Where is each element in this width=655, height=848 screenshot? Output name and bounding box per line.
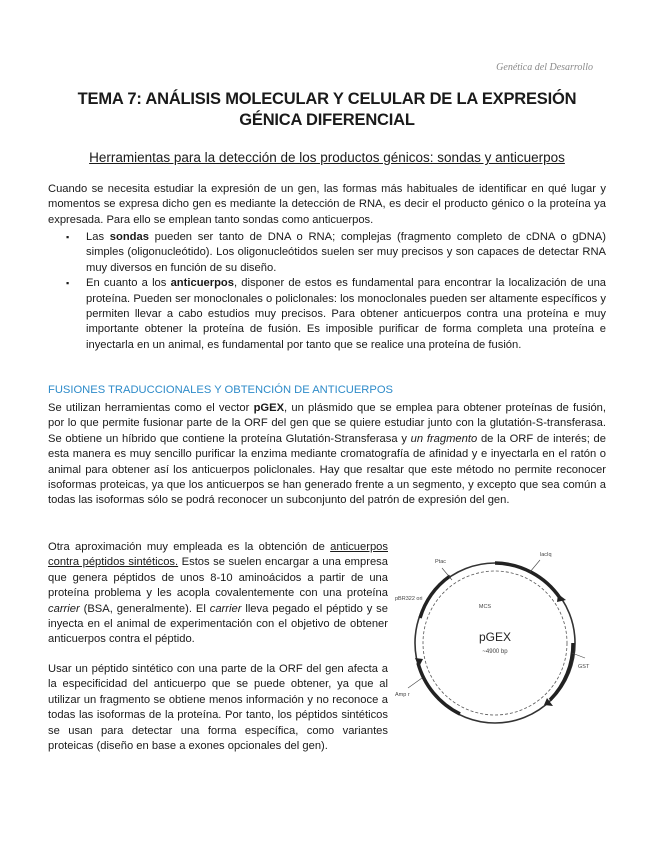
plasmid-name: pGEX xyxy=(478,630,512,644)
label-lacIq: lacIq xyxy=(540,552,552,558)
bullet-sondas: ▪ Las sondas pueden ser tanto de DNA o RNA; complejas (fragmento completo de cDNA o gDNA) simples (oligonucleótido). Los oligonucleótidos suelen ser muy precisos y son capaces de detectar RNA muy diversos en función de su diseño. xyxy=(66,230,606,276)
pgex-term: pGEX xyxy=(253,402,285,414)
arrow-head xyxy=(557,594,566,602)
label-amp: Amp r xyxy=(395,692,410,698)
arc-ori xyxy=(420,576,450,618)
bullet-list xyxy=(66,230,606,353)
intro-paragraph: Cuando se necesita estudiar la expresión de un gen, las formas más habituales de identificar en qué lugar y momentos se expresa dicho gen es mediante la detección de RNA, es decir el producto génico o la proteína ya expresada. Para ello se emplean tanto sondas como anticuerpos. xyxy=(48,183,606,226)
arrow-head xyxy=(415,658,423,667)
synthetic-paragraph: Usar un péptido sintético con una parte de la ORF del gen afecta a la especificidad del anticuerpo que se puede obtener, ya que al utilizar un fragmento se obtiene menos información y no reconoce a todas las isoformas de la proteína. Por tanto, los péptidos sintéticos se usan para detectar una forma específica, como variantes proteicas (diseño en base a exones opcionales del gen). xyxy=(48,663,388,753)
section-heading: FUSIONES TRADUCCIONALES Y OBTENCIÓN DE ANTICUERPOS xyxy=(48,384,394,396)
fusion-paragraph: Se utilizan herramientas como el vector pGEX, un plásmido que se emplea para obtener proteínas de fusión, por lo que permite fusionar parte de la ORF del gen que se quiere estudiar junto con la glutatión-S-transferasa. Se obtiene un híbrido que contiene la proteína Glutatión-Stransferasa y un fragmento de la ORF de interés; de esta manera es muy sencillo purificar la enzima mediante cromatografía de afinidad y e inyectarla en el ratón o animal para obtener así los anticuerpos policlonales. Hay que resaltar que este método no permite reconocer isoformas proteicas, ya que los anticuerpos se han generado frente a un segmento, y excepto que sea común a todas las isoformas sólo se podrá reconocer un subconjunto del patrón de expresión del gen. xyxy=(48,402,606,507)
arc-gst xyxy=(550,643,573,700)
label-mcs: MCS xyxy=(478,604,492,610)
bold-term: sondas xyxy=(109,231,149,243)
page-title: TEMA 7: ANÁLISIS MOLECULAR Y CELULAR DE LA EXPRESIÓN GÉNICA DIFERENCIAL xyxy=(77,90,577,129)
plasmid-size: ~4900 bp xyxy=(482,649,508,655)
section-subtitle: Herramientas para la detección de los productos génicos: sondas y anticuerpos xyxy=(89,150,565,165)
underlined-term: anticuerpos contra péptidos sintéticos. xyxy=(48,541,388,569)
peptide-paragraph: Otra aproximación muy empleada es la obtención de anticuerpos contra péptidos sintéticos. Estos se suelen encargar a una empresa que genera péptidos de unos 8-10 aminoácidos a partir de una proteína problema y les acopla covalentemente con una proteína carrier (BSA, generalmente). El carrier lleva pegado el péptido y se inyecta en el animal de experimentación con el objetivo de obtener anticuerpos contra el péptido. xyxy=(48,541,389,646)
pgex-plasmid-map xyxy=(390,538,600,748)
running-header: Genética del Desarrollo xyxy=(496,62,593,73)
bold-term: anticuerpos xyxy=(170,277,234,290)
bullet-anticuerpos: ▪ En cuanto a los anticuerpos, disponer de estos es fundamental para encontrar la localización de una proteína. Pueden ser monoclonales o policlonales: los monoclonales pueden ser altamente específicos y permiten llevar a cabo estudios muy precisos. Para obtener anticuerpos contra una proteína e muy importante obtener la proteína de fusión. Es imposible purificar de forma completa una proteína e inyectarla en un animal, es fundamental por tanto que se realice una proteína de fusión. xyxy=(66,276,606,353)
label-ori: pBR322 ori xyxy=(395,596,423,602)
label-gst: GST xyxy=(578,664,590,670)
label-ptac: Ptac xyxy=(435,559,447,565)
arc-lacIq xyxy=(495,563,560,598)
